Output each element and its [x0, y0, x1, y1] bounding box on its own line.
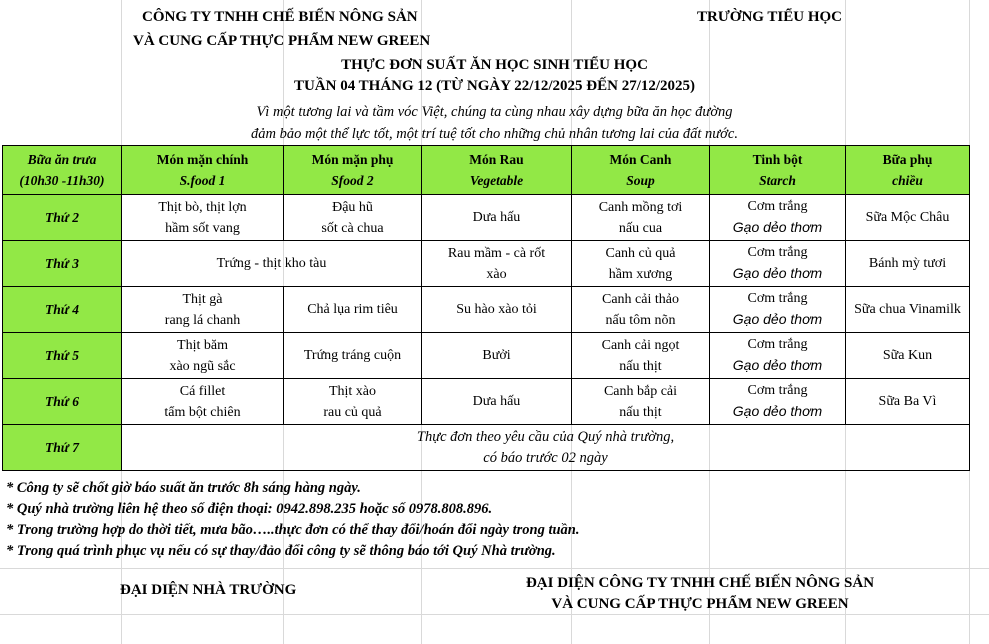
- col-header-side: Món mặn phụ Sfood 2: [284, 146, 422, 195]
- soup-cell: Canh bắp cải nấu thịt: [572, 379, 710, 425]
- table-row: [3, 195, 970, 241]
- company-name-line1: CÔNG TY TNHH CHẾ BIẾN NÔNG SẢN: [142, 9, 418, 25]
- starch-cell: Cơm trắng Gạo dẻo thơm: [710, 333, 846, 379]
- merged-dish-cell: Trứng - thịt kho tàu: [122, 241, 422, 287]
- note-1: * Công ty sẽ chốt giờ báo suất ăn trước 8h sáng hàng ngày.: [6, 480, 361, 496]
- col-header-lunch: Bữa ăn trưa (10h30 -11h30): [3, 146, 122, 195]
- table-row: [3, 425, 970, 471]
- snack-cell: Sữa Mộc Châu: [846, 195, 970, 241]
- side-dish-cell: Trứng tráng cuộn: [284, 333, 422, 379]
- starch-cell: Cơm trắng Gạo dẻo thơm: [710, 241, 846, 287]
- day-cell: Thứ 3: [3, 241, 122, 287]
- snack-cell: Sữa Kun: [846, 333, 970, 379]
- saturday-note-cell: Thực đơn theo yêu cầu của Quý nhà trường, có báo trước 02 ngày: [122, 425, 970, 471]
- vegetable-cell: Su hào xào tỏi: [422, 287, 572, 333]
- soup-cell: Canh củ quả hầm xương: [572, 241, 710, 287]
- side-dish-cell: Đậu hũ sốt cà chua: [284, 195, 422, 241]
- day-cell: Thứ 7: [3, 425, 122, 471]
- main-dish-cell: Thịt bò, thịt lợn hầm sốt vang: [122, 195, 284, 241]
- col-header-snack: Bữa phụ chiều: [846, 146, 970, 195]
- col-header-starch: Tinh bột Starch: [710, 146, 846, 195]
- day-cell: Thứ 2: [3, 195, 122, 241]
- note-4: * Trong quá trình phục vụ nếu có sự thay/đảo đổi công ty sẽ thông báo tới Quý Nhà trường.: [6, 543, 556, 559]
- main-dish-cell: Thịt băm xào ngũ sắc: [122, 333, 284, 379]
- vegetable-cell: Dưa hấu: [422, 195, 572, 241]
- col-header-main: Món mặn chính S.food 1: [122, 146, 284, 195]
- side-dish-cell: Chả lụa rim tiêu: [284, 287, 422, 333]
- table-row: [3, 379, 970, 425]
- menu-title: THỰC ĐƠN SUẤT ĂN HỌC SINH TIỂU HỌC: [341, 57, 648, 73]
- soup-cell: Canh cải thảo nấu tôm nõn: [572, 287, 710, 333]
- menu-week: TUẦN 04 THÁNG 12 (TỪ NGÀY 22/12/2025 ĐẾN 27/12/2025): [293, 78, 696, 94]
- school-name: TRƯỜNG TIỂU HỌC: [697, 9, 843, 25]
- table-row: [3, 333, 970, 379]
- vegetable-cell: Rau mầm - cà rốt xào: [422, 241, 572, 287]
- soup-cell: Canh cải ngọt nấu thịt: [572, 333, 710, 379]
- main-dish-cell: Cá fillet tẩm bột chiên: [122, 379, 284, 425]
- note-2: * Quý nhà trường liên hệ theo số điện thoại: 0942.898.235 hoặc số 0978.808.896.: [6, 501, 493, 517]
- day-cell: Thứ 4: [3, 287, 122, 333]
- starch-cell: Cơm trắng Gạo dẻo thơm: [710, 379, 846, 425]
- main-dish-cell: Thịt gà rang lá chanh: [122, 287, 284, 333]
- school-representative: ĐẠI DIỆN NHÀ TRƯỜNG: [120, 582, 297, 598]
- snack-cell: Sữa Ba Vì: [846, 379, 970, 425]
- starch-cell: Cơm trắng Gạo dẻo thơm: [710, 195, 846, 241]
- starch-cell: Cơm trắng Gạo dẻo thơm: [710, 287, 846, 333]
- soup-cell: Canh mồng tơi nấu cua: [572, 195, 710, 241]
- snack-cell: Sữa chua Vinamilk: [846, 287, 970, 333]
- table-row: [3, 287, 970, 333]
- col-header-soup: Món Canh Soup: [572, 146, 710, 195]
- slogan-line2: đảm bảo một thể lực tốt, một trí tuệ tốt cho những chủ nhân tương lai của đất nước.: [251, 126, 738, 142]
- side-dish-cell: Thịt xào rau củ quả: [284, 379, 422, 425]
- slogan-line1: Vì một tương lai và tầm vóc Việt, chúng ta cùng nhau xây dựng bữa ăn học đường: [256, 104, 733, 120]
- menu-table: [2, 145, 970, 471]
- day-cell: Thứ 6: [3, 379, 122, 425]
- table-header-row: [3, 146, 970, 195]
- day-cell: Thứ 5: [3, 333, 122, 379]
- company-name-line2: VÀ CUNG CẤP THỰC PHẨM NEW GREEN: [133, 33, 431, 49]
- note-3: * Trong trường hợp do thời tiết, mưa bão…..thực đơn có thể thay đổi/hoán đổi ngày trong tuần.: [6, 522, 580, 538]
- snack-cell: Bánh mỳ tươi: [846, 241, 970, 287]
- vegetable-cell: Dưa hấu: [422, 379, 572, 425]
- vegetable-cell: Bưởi: [422, 333, 572, 379]
- company-representative-line1: ĐẠI DIỆN CÔNG TY TNHH CHẾ BIẾN NÔNG SẢN: [525, 575, 875, 591]
- company-representative-line2: VÀ CUNG CẤP THỰC PHẨM NEW GREEN: [551, 596, 849, 612]
- col-header-vegetable: Món Rau Vegetable: [422, 146, 572, 195]
- table-row: [3, 241, 970, 287]
